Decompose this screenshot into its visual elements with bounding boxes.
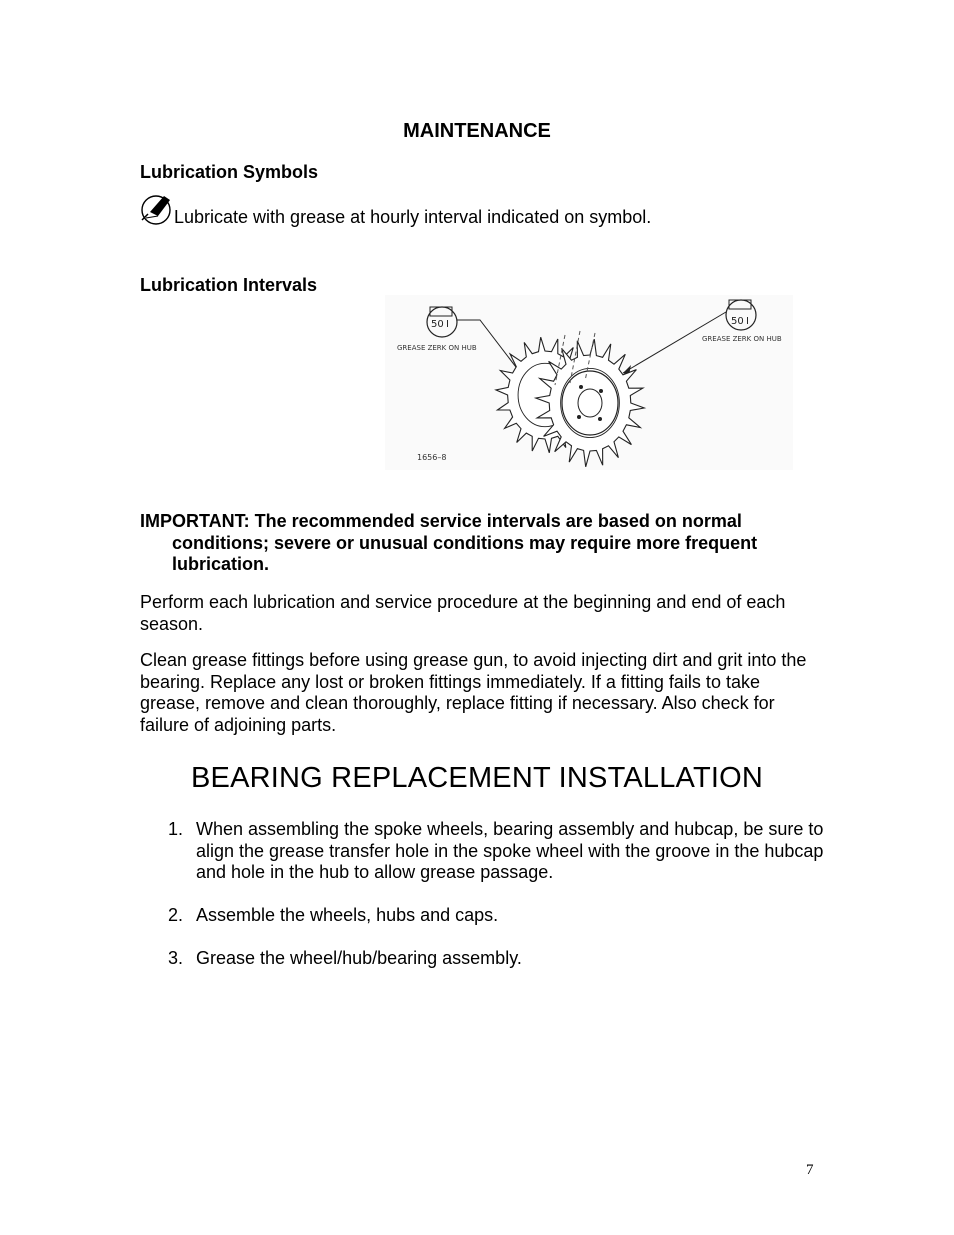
- maintenance-heading: MAINTENANCE: [403, 120, 551, 142]
- grease-gun-icon: [140, 188, 174, 228]
- list-item-number: 3.: [168, 948, 184, 968]
- svg-text:I: I: [746, 316, 749, 327]
- right-callout-label: GREASE ZERK ON HUB: [702, 335, 782, 343]
- right-callout-hours: 50: [731, 316, 744, 327]
- left-callout-label: GREASE ZERK ON HUB: [397, 344, 477, 352]
- figure-number: 1656–8: [417, 453, 447, 462]
- paragraph-grease-fittings: Clean grease fittings before using grease gun, to avoid injecting dirt and grit into the bearing. Replace any lost or broken fittings immediately. If a fitting fails to take grease, remove and clean thoroughly, replace fitting if necessary. Also check for failure of adjoining parts.: [140, 650, 807, 735]
- list-item: [168, 948, 828, 970]
- paragraph-service-procedure: Perform each lubrication and service procedure at the beginning and end of each season.: [140, 592, 786, 634]
- list-item-text: Assemble the wheels, hubs and caps.: [196, 905, 499, 925]
- bearing-replacement-heading: BEARING REPLACEMENT INSTALLATION: [190, 762, 764, 794]
- svg-text:I: I: [446, 319, 449, 330]
- list-item: [168, 819, 828, 884]
- important-line-3: lubrication.: [172, 554, 270, 574]
- important-line-1: IMPORTANT: The recommended service intervals are based on normal: [140, 511, 742, 531]
- list-item-number: 1.: [168, 819, 184, 839]
- lubrication-symbol-description: Lubricate with grease at hourly interval indicated on symbol.: [174, 207, 652, 227]
- hub-lubrication-figure: [385, 295, 793, 470]
- left-callout-hours: 50: [431, 319, 444, 330]
- lubrication-intervals-heading: Lubrication Intervals: [140, 275, 318, 295]
- list-item-text: Grease the wheel/hub/bearing assembly.: [196, 948, 522, 968]
- list-item-number: 2.: [168, 905, 184, 925]
- page-number: 7: [806, 1162, 814, 1178]
- lubrication-symbols-heading: Lubrication Symbols: [140, 162, 319, 182]
- list-item: [168, 905, 828, 927]
- list-item-text: When assembling the spoke wheels, bearing assembly and hubcap, be sure to align the grease transfer hole in the spoke wheel with the groove in the hubcap and hole in the hub to allow grease passage.: [196, 819, 824, 882]
- important-note: [140, 511, 820, 576]
- important-line-2: conditions; severe or unusual conditions may require more frequent: [172, 532, 758, 553]
- lubrication-symbol-line: [140, 188, 651, 228]
